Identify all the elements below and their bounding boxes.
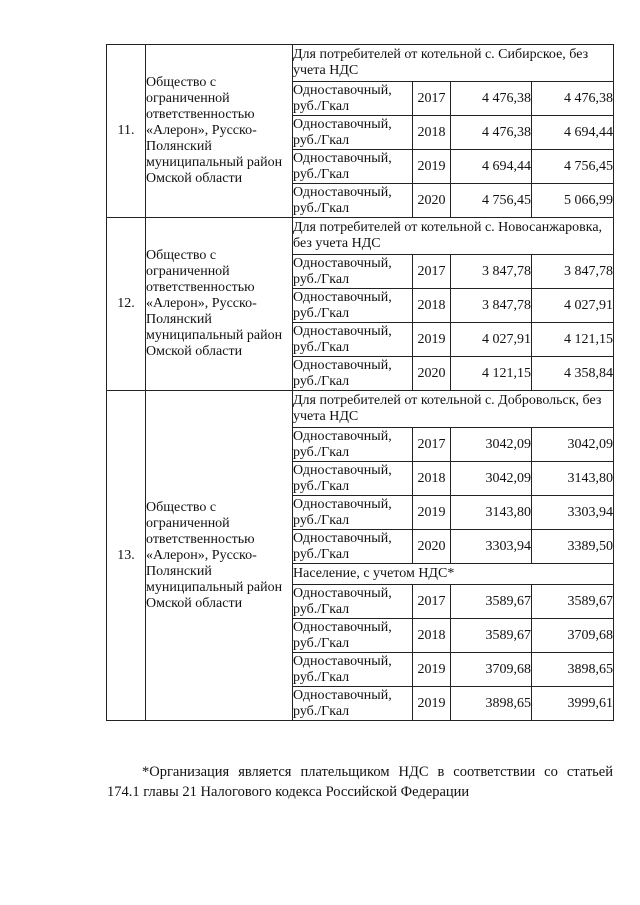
tariff-first-half: 3589,67 [451, 619, 532, 653]
section-header: Население, с учетом НДС* [293, 564, 614, 585]
tariff-year: 2018 [413, 619, 451, 653]
section-header: Для потребителей от котельной с. Новосанжаровка, без учета НДС [293, 218, 614, 255]
tariff-unit: Одноставочный, руб./Гкал [293, 150, 413, 184]
tariff-first-half: 3709,68 [451, 653, 532, 687]
tariff-unit: Одноставочный, руб./Гкал [293, 323, 413, 357]
row-number: 12. [107, 218, 146, 391]
tariff-unit: Одноставочный, руб./Гкал [293, 255, 413, 289]
tariff-second-half: 4 694,44 [532, 116, 614, 150]
tariff-first-half: 4 756,45 [451, 184, 532, 218]
tariff-unit: Одноставочный, руб./Гкал [293, 184, 413, 218]
organization-name: Общество с ограниченной ответственностью «Алерон», Русско-Полянский муниципальный район Омской области [146, 45, 293, 218]
tariff-second-half: 4 121,15 [532, 323, 614, 357]
footnote-line-2: 174.1 главы 21 Налогового кодекса Российской Федерации [107, 784, 470, 800]
tariff-table-body [107, 45, 614, 721]
tariff-year: 2017 [413, 585, 451, 619]
tariff-unit: Одноставочный, руб./Гкал [293, 116, 413, 150]
tariff-first-half: 4 694,44 [451, 150, 532, 184]
tariff-year: 2018 [413, 462, 451, 496]
tariff-year: 2019 [413, 687, 451, 721]
tariff-first-half: 3042,09 [451, 462, 532, 496]
footnote-line-1: *Организация является плательщиком НДС в соответствии со статьей [142, 764, 613, 780]
tariff-year: 2019 [413, 150, 451, 184]
tariff-second-half: 3999,61 [532, 687, 614, 721]
section-header-row [107, 45, 614, 82]
tariff-unit: Одноставочный, руб./Гкал [293, 687, 413, 721]
tariff-second-half: 4 027,91 [532, 289, 614, 323]
tariff-second-half: 3589,67 [532, 585, 614, 619]
tariff-second-half: 4 476,38 [532, 82, 614, 116]
tariff-first-half: 3589,67 [451, 585, 532, 619]
tariff-second-half: 3042,09 [532, 428, 614, 462]
organization-name: Общество с ограниченной ответственностью «Алерон», Русско-Полянский муниципальный район Омской области [146, 391, 293, 721]
tariff-table [106, 44, 614, 721]
tariff-second-half: 5 066,99 [532, 184, 614, 218]
tariff-year: 2019 [413, 653, 451, 687]
tariff-first-half: 3 847,78 [451, 255, 532, 289]
tariff-first-half: 3143,80 [451, 496, 532, 530]
tariff-year: 2019 [413, 496, 451, 530]
tariff-year: 2020 [413, 357, 451, 391]
tariff-second-half: 3303,94 [532, 496, 614, 530]
tariff-first-half: 3042,09 [451, 428, 532, 462]
tariff-second-half: 3709,68 [532, 619, 614, 653]
footnote [107, 762, 613, 802]
tariff-year: 2017 [413, 82, 451, 116]
organization-name: Общество с ограниченной ответственностью «Алерон», Русско-Полянский муниципальный район Омской области [146, 218, 293, 391]
tariff-first-half: 4 476,38 [451, 116, 532, 150]
tariff-first-half: 4 027,91 [451, 323, 532, 357]
section-header-row [107, 218, 614, 255]
tariff-year: 2018 [413, 289, 451, 323]
section-header-row [107, 391, 614, 428]
section-header: Для потребителей от котельной с. Добровольск, без учета НДС [293, 391, 614, 428]
tariff-second-half: 3389,50 [532, 530, 614, 564]
tariff-year: 2017 [413, 428, 451, 462]
tariff-unit: Одноставочный, руб./Гкал [293, 82, 413, 116]
tariff-unit: Одноставочный, руб./Гкал [293, 289, 413, 323]
tariff-unit: Одноставочный, руб./Гкал [293, 653, 413, 687]
tariff-unit: Одноставочный, руб./Гкал [293, 496, 413, 530]
tariff-first-half: 3303,94 [451, 530, 532, 564]
tariff-unit: Одноставочный, руб./Гкал [293, 462, 413, 496]
row-number: 13. [107, 391, 146, 721]
tariff-unit: Одноставочный, руб./Гкал [293, 428, 413, 462]
tariff-first-half: 3898,65 [451, 687, 532, 721]
tariff-year: 2019 [413, 323, 451, 357]
section-header: Для потребителей от котельной с. Сибирское, без учета НДС [293, 45, 614, 82]
tariff-year: 2017 [413, 255, 451, 289]
tariff-unit: Одноставочный, руб./Гкал [293, 357, 413, 391]
tariff-second-half: 3 847,78 [532, 255, 614, 289]
tariff-second-half: 4 358,84 [532, 357, 614, 391]
tariff-unit: Одноставочный, руб./Гкал [293, 530, 413, 564]
tariff-year: 2020 [413, 530, 451, 564]
tariff-year: 2020 [413, 184, 451, 218]
tariff-second-half: 4 756,45 [532, 150, 614, 184]
tariff-unit: Одноставочный, руб./Гкал [293, 585, 413, 619]
tariff-unit: Одноставочный, руб./Гкал [293, 619, 413, 653]
tariff-first-half: 3 847,78 [451, 289, 532, 323]
row-number: 11. [107, 45, 146, 218]
tariff-second-half: 3898,65 [532, 653, 614, 687]
tariff-first-half: 4 476,38 [451, 82, 532, 116]
tariff-first-half: 4 121,15 [451, 357, 532, 391]
tariff-second-half: 3143,80 [532, 462, 614, 496]
tariff-year: 2018 [413, 116, 451, 150]
